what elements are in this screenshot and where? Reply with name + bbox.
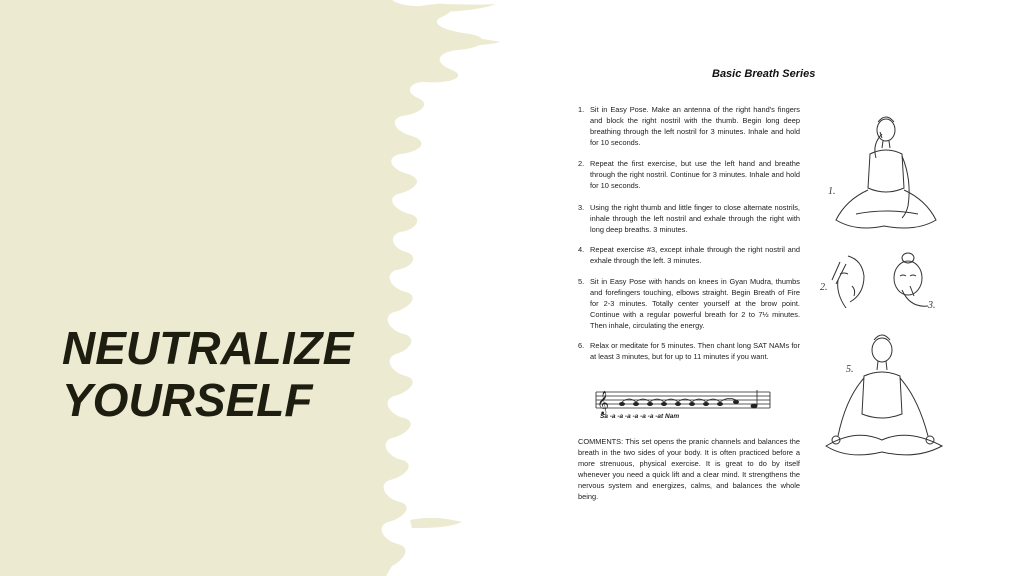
- step-text: Using the right thumb and little finger to close alternate nostrils, inhale through the left nostril and exhale through the right with long deep breaths. 3 minutes.: [590, 203, 800, 234]
- brush-stroke-shape: [0, 0, 483, 576]
- step-number: 2.: [578, 159, 585, 168]
- brush-streak-3: [410, 518, 462, 528]
- step-2: [578, 158, 800, 191]
- figure-pose-5-illustration: [816, 328, 952, 470]
- document-title: Basic Breath Series: [712, 68, 816, 80]
- figure-label-2: 2.: [820, 282, 828, 293]
- step-1: [578, 104, 800, 148]
- step-number: 3.: [578, 203, 585, 212]
- step-text: Relax or meditate for 5 minutes. Then chant long SAT NAMs for at least 3 minutes, but for up to 11 minutes if you want.: [590, 341, 800, 361]
- figure-pose-2-illustration: [818, 250, 878, 314]
- step-4: [578, 244, 800, 266]
- music-notation: [594, 382, 774, 422]
- step-5: [578, 276, 800, 331]
- slide-title-line-1: NEUTRALIZE: [62, 322, 354, 374]
- slide-title: [62, 322, 353, 426]
- treble-clef-icon: 𝄞: [597, 390, 609, 414]
- brush-streak-1: [420, 4, 496, 12]
- figure-label-1: 1.: [828, 186, 836, 197]
- step-text: Sit in Easy Pose. Make an antenna of the right hand's fingers and block the right nostril with the thumb. Begin long deep breathing through the left nostril for 3 minutes. Inhale and hold for 10 seconds.: [590, 105, 800, 147]
- figure-label-5: 5.: [846, 364, 854, 375]
- comments-paragraph: COMMENTS: This set opens the pranic channels and balances the breath in the two sides of your body. It is often practiced before a more strenuous, physical exercise. It is great to do by itself whenever you need a quick lift and a clear mind. It strengthens the nervous system and energizes, calms, and balances the whole being.: [578, 437, 800, 501]
- notation-lyrics: Sa -a -a -a -a -a -a -at Nam: [600, 413, 680, 420]
- step-number: 1.: [578, 105, 585, 114]
- step-text: Repeat exercise #3, except inhale through the right nostril and exhale through the left. 3 minutes.: [590, 245, 800, 265]
- figure-pose-1-illustration: [826, 110, 946, 248]
- step-6: [578, 340, 800, 362]
- brush-streak-2: [440, 38, 500, 46]
- figure-label-3: 3.: [928, 300, 936, 311]
- step-text: Sit in Easy Pose with hands on knees in Gyan Mudra, thumbs and forefingers touching, elbows straight. Begin Breath of Fire for 2-3 minutes. Totally center yourself at the brow point. Continue with a regular powerful breath for 2 to 7½ minutes. Then inhale, circulating the energy.: [590, 277, 800, 330]
- step-text: Repeat the first exercise, but use the left hand and breathe through the right nostril. Continue for 3 minutes. Inhale and hold for 10 seconds.: [590, 159, 800, 190]
- figure-pose-3-illustration: [880, 248, 942, 314]
- step-number: 4.: [578, 245, 585, 254]
- step-3: [578, 202, 800, 235]
- slide-title-line-2: YOURSELF: [62, 374, 313, 426]
- step-number: 6.: [578, 341, 585, 350]
- step-number: 5.: [578, 277, 585, 286]
